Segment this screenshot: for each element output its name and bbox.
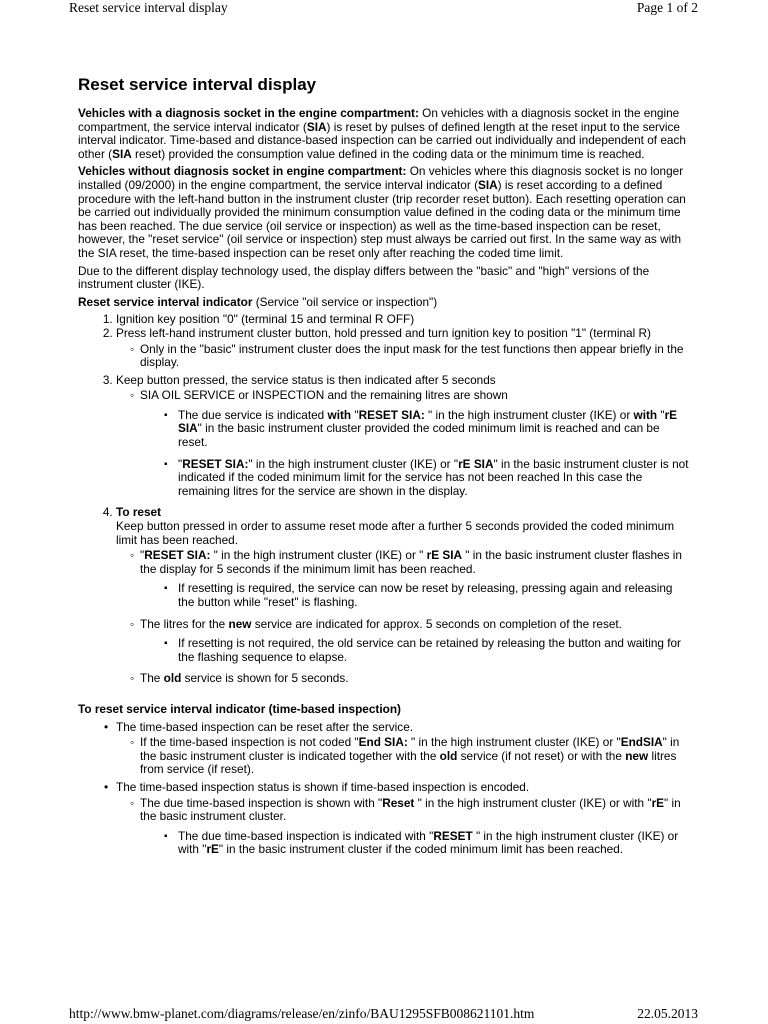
section-heading-time-based: To reset service interval indicator (time-based inspection) [78, 701, 401, 716]
footer-url[interactable]: http://www.bmw-planet.com/diagrams/release/en/zinfo/BAU1295SFB008621101.htm [69, 1006, 535, 1021]
section-heading-reset-indicator: Reset service interval indicator (Service "oil service or inspection") [78, 294, 438, 309]
step-4-note-old: ◦ The old service is shown for 5 seconds. [140, 672, 690, 686]
step-3-subnote-2: ▪ "RESET SIA:" in the high instrument cluster (IKE) or "rE SIA" in the basic instrument cluster is not indicated if the coded minimum limit for the service has not been reached In this case the remaining litres for the service are shown in the display. [178, 458, 690, 499]
time-based-item-2: • The time-based inspection status is shown if time-based inspection is encoded. ◦ The due time-based inspection is shown with "Reset " in the high instrument cluster (IKE) or with "rE" in the basic instrument cluster. ▪ The due time-based inspection is indicated with "RESET " in the high instrument cluster (IKE) or with "rE" in the basic instrument cluster if the coded minimum limit has been reached. [116, 781, 690, 857]
step-2-note: ◦ Only in the "basic" instrument cluster does the input mask for the test functions then appear briefly in the display. [140, 343, 690, 370]
page-header [69, 0, 698, 18]
reset-steps-list [78, 313, 690, 686]
time-based-list [78, 721, 690, 857]
step-4-subnote-reset: ▪ If resetting is required, the service can now be reset by releasing, pressing again and releasing the button while "reset" is flashing. [178, 582, 690, 609]
header-title: Reset service interval display [69, 0, 228, 15]
step-4-note-litres: ◦ The litres for the new service are indicated for approx. 5 seconds on completion of the reset. ▪ If resetting is not required, the old service can be retained by releasing the button and waiting for the flashing sequence to elapse. [140, 618, 690, 665]
paragraph-diagnosis-socket: Vehicles with a diagnosis socket in the engine compartment: On vehicles with a diagnosis socket in the engine compartment, the service interval indicator (SIA) is reset by pulses of defined length at the reset input to the service interval indicator. Time-based and distance-based inspection can be carried out individually and independent of each other (SIA reset) provided the consumption value defined in the coding data or the minimum time is reached. [78, 106, 686, 161]
time-based-note-2: ◦ The due time-based inspection is shown with "Reset " in the high instrument cluster (IKE) or with "rE" in the basic instrument cluster. ▪ The due time-based inspection is indicated with "RESET " in the high instrument cluster (IKE) or with "rE" in the basic instrument cluster if the coded minimum limit has been reached. [140, 797, 690, 857]
step-3: 3. Keep button pressed, the service status is then indicated after 5 seconds ◦ SIA OIL SERVICE or INSPECTION and the remaining litres are shown ▪ The due service is indicated with "RESET SIA: " in the high instrument cluster (IKE) or with "rE SIA" in the basic instrument cluster provided the coded minimum limit is reached and can be reset. ▪ "RESET SIA:" in the high instrument cluster (IKE) or "rE SIA" in the basic instrument cluster is not indicated if the coded minimum limit for the service has not been reached In this case the remaining litres for the service are shown in the display. [116, 374, 690, 499]
step-3-note: ◦ SIA OIL SERVICE or INSPECTION and the remaining litres are shown ▪ The due service is indicated with "RESET SIA: " in the high instrument cluster (IKE) or with "rE SIA" in the basic instrument cluster provided the coded minimum limit is reached and can be reset. ▪ "RESET SIA:" in the high instrument cluster (IKE) or "rE SIA" in the basic instrument cluster is not indicated if the coded minimum limit for the service has not been reached In this case the remaining litres for the service are shown in the display. [140, 389, 690, 498]
footer-date: 22.05.2013 [637, 1006, 698, 1021]
step-3-subnote-1: ▪ The due service is indicated with "RESET SIA: " in the high instrument cluster (IKE) or with "rE SIA" in the basic instrument cluster provided the coded minimum limit is reached and can be reset. [178, 409, 690, 450]
time-based-item-1: • The time-based inspection can be reset after the service. ◦ If the time-based inspection is not coded "End SIA: " in the high instrument cluster (IKE) or "EndSIA" in the basic instrument cluster is indicated together with the old service (if not reset) or with the new litres from service (if reset). [116, 721, 690, 777]
header-page-number: Page 1 of 2 [636, 0, 698, 15]
step-4: 4. To reset Keep button pressed in order to assume reset mode after a further 5 seconds provided the coded minimum limit has been reached. ◦ "RESET SIA: " in the high instrument cluster (IKE) or " rE SIA " in the basic instrument cluster flashes in the display for 5 seconds if the minimum limit has been reached. ▪ If resetting is required, the service can now be reset by releasing, pressing again and releasing the button while "reset" is flashing. ◦ The litres for the new service are indicated for approx. 5 seconds on completion of the reset. ▪ If resetting is not required, the old service can be retained by releasing the button and waiting for the flashing sequence to elapse. ◦ The old service is shown for 5 seconds. [116, 506, 690, 686]
paragraph-display-technology: Due to the different display technology used, the display differs between the "basic" and "high" versions of the instrument cluster (IKE). [78, 263, 650, 292]
page-footer [69, 1006, 698, 1024]
time-based-note-1: ◦ If the time-based inspection is not coded "End SIA: " in the high instrument cluster (IKE) or "EndSIA" in the basic instrument cluster is indicated together with the old service (if not reset) or with the new litres from service (if reset). [140, 736, 690, 777]
document-body [78, 75, 690, 865]
step-2: 2. Press left-hand instrument cluster button, hold pressed and turn ignition key to position "1" (terminal R) ◦ Only in the "basic" instrument cluster does the input mask for the test functions then appear briefly in the display. [116, 327, 690, 370]
paragraph-no-diagnosis-socket: Vehicles without diagnosis socket in engine compartment: On vehicles where this diagnosis socket is no longer installed (09/2000) in the engine compartment, the service interval indicator (SIA) is reset according to a defined procedure with the left-hand button in the instrument cluster (trip recorder reset button). Each resetting operation can be carried out individually provided the minimum consumption value defined in the coding data or the minimum time has been reached. The due service (oil service or inspection) as well as the time-based inspection can be reset, however, the "reset service" (oil service or inspection) step must always be carried out first. In the same way as with the SIA reset, the time-based inspection can be reset only after reaching the coded time limit. [78, 164, 686, 260]
step-4-subnote-retain: ▪ If resetting is not required, the old service can be retained by releasing the button and waiting for the flashing sequence to elapse. [178, 637, 690, 664]
step-4-note-flash: ◦ "RESET SIA: " in the high instrument cluster (IKE) or " rE SIA " in the basic instrument cluster flashes in the display for 5 seconds if the minimum limit has been reached. ▪ If resetting is required, the service can now be reset by releasing, pressing again and releasing the button while "reset" is flashing. [140, 549, 690, 609]
page-title: Reset service interval display [78, 75, 317, 94]
time-based-subnote: ▪ The due time-based inspection is indicated with "RESET " in the high instrument cluster (IKE) or with "rE" in the basic instrument cluster if the coded minimum limit has been reached. [178, 830, 690, 857]
step-1: 1. Ignition key position "0" (terminal 15 and terminal R OFF) [116, 313, 690, 327]
